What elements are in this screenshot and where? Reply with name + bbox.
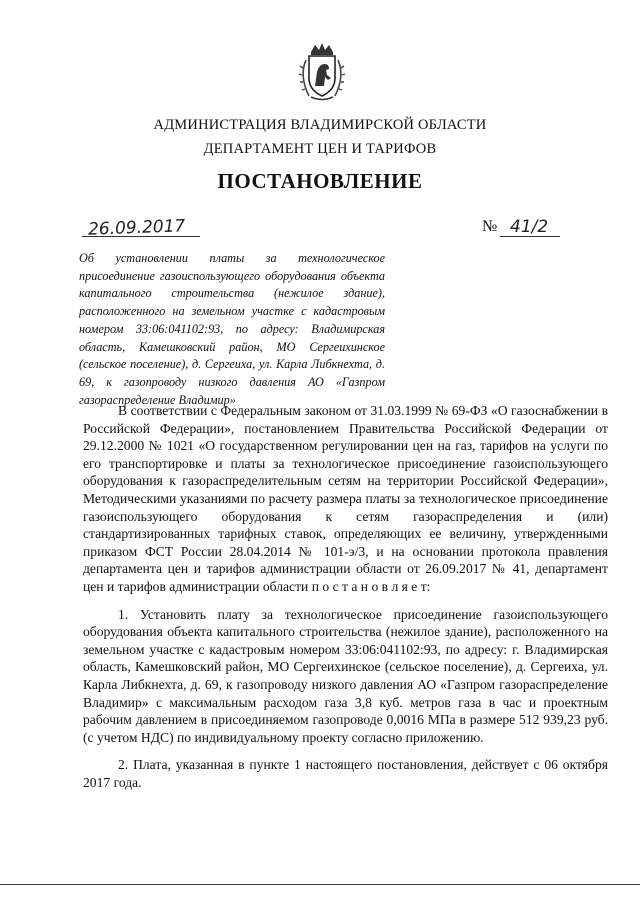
org-name: АДМИНИСТРАЦИЯ ВЛАДИМИРСКОЙ ОБЛАСТИ	[153, 117, 487, 133]
date-underline	[82, 236, 200, 237]
document-subject: Об установлении платы за технологическое присоединение газоиспользующего оборудования объекта капитального строительства (нежилое здание), расположенного на земельном участке с кадастровым номером 33:06:041102:93, по адресу: Владимирская область, Камешковский район, МО Сергеихинское (сельское поселение), д. Сергеиха, ул. Карла Либкнехта, д. 69, к газопроводу низкого давления АО «Газпром газораспределение Владимир»	[79, 251, 385, 407]
number-underline	[500, 236, 560, 237]
number-sign: №	[482, 218, 498, 235]
intro-paragraph: В соответствии с Федеральным законом от 31.03.1999 № 69-ФЗ «О газоснабжении в Российской Федерации», постановлением Правительства Российской Федерации от 29.12.2000 № 1021 «О государственном регулировании цен на газ, тарифов на услуги по его транспортировке и платы за технологическое присоединение газоиспользующего оборудования к газораспределительным сетям на территории Российской Федерации», Методическими указаниями по расчету размера платы за технологическое присоединение газоиспользующего оборудования к сетям газораспределения и (или) стандартизированных тарифных ставок, определяющих ее величину, утвержденными приказом ФСТ России 28.04.2014 № 101-э/3, и на основании протокола правления департамента цен и тарифов администрации области от 26.09.2017 № 41, департамент цен и тарифов администрации области п о с т а н о в л я е т:	[83, 403, 608, 594]
item-2-paragraph: 2. Плата, указанная в пункте 1 настоящего постановления, действует с 06 октября 2017 года.	[83, 757, 608, 790]
document-date: 26.09.2017	[87, 216, 186, 240]
document-title: ПОСТАНОВЛЕНИЕ	[217, 169, 423, 193]
document-number: 41/2	[510, 217, 549, 237]
footer-rule	[0, 884, 640, 885]
document-body	[83, 402, 608, 801]
item-1-paragraph: 1. Установить плату за технологическое присоединение газоиспользующего оборудования объекта капитального строительства (нежилое здание), расположенного на земельном участке с кадастровым номером 33:06:041102:93, по адресу: г. Владимирская область, Камешковский район, МО Сергеихинское (сельское поселение), д. Сергеиха, ул. Карла Либкнехта, д. 69, к газопроводу низкого давления АО «Газпром газораспределение Владимир» с максимальным расходом газа 3,8 куб. метров газа в час и проектным рабочим давлением в присоединяемом газопроводе 0,0016 МПа в размере 512 939,23 руб. (с учетом НДС) по индивидуальному проекту согласно приложению.	[83, 606, 608, 745]
department-name: ДЕПАРТАМЕНТ ЦЕН И ТАРИФОВ	[203, 141, 437, 157]
coat-of-arms-icon	[297, 42, 347, 102]
